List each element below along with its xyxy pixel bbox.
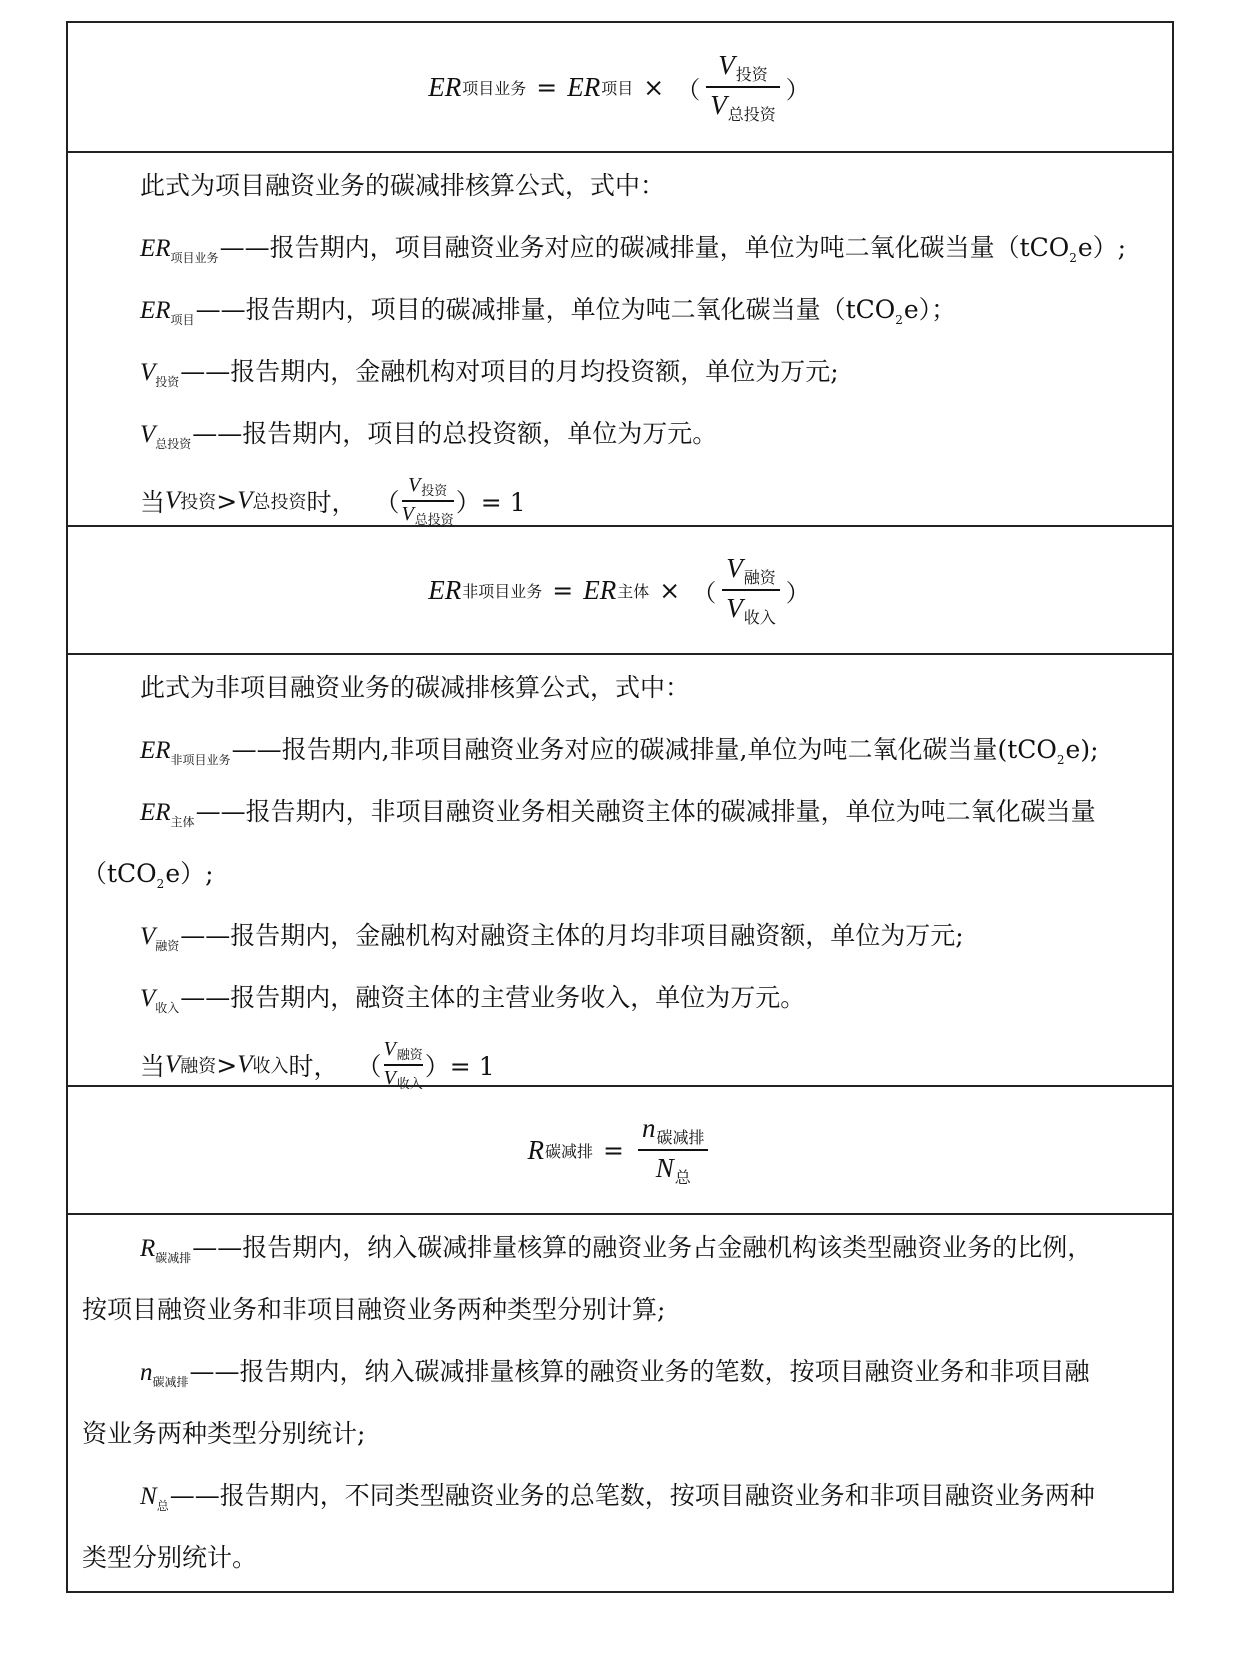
equals-sign: =	[536, 72, 558, 102]
cond-frac-den-sub: 收入	[396, 1076, 423, 1092]
def-symbol: R	[140, 1235, 156, 1262]
fraction-bar	[706, 86, 780, 88]
cond-a-sub: 融资	[180, 1056, 217, 1077]
fraction-denominator: N	[655, 1152, 674, 1183]
def-text: （tCO	[82, 859, 157, 888]
def-text: ——报告期内，融资主体的主营业务收入，单位为万元。	[180, 983, 806, 1012]
fraction	[722, 554, 780, 627]
fraction-denominator: V	[710, 89, 727, 120]
fraction-numerator: V	[718, 49, 735, 80]
fraction-denominator-sub: 总	[674, 1167, 691, 1187]
formula-rhs-sub: 项目	[601, 78, 634, 98]
formula-project	[68, 23, 1172, 151]
def-tail: e）;	[1077, 233, 1127, 262]
definition-line	[82, 341, 1158, 403]
def-tail: e）；	[903, 295, 957, 324]
definition-line	[82, 1217, 1158, 1279]
def-text: ——报告期内，项目融资业务对应的碳减排量，单位为吨二氧化碳当量（tCO	[219, 233, 1070, 262]
def-symbol: V	[140, 421, 156, 448]
fraction-bar	[722, 589, 780, 591]
cond-a: V	[165, 1051, 181, 1078]
definition-line	[82, 1341, 1158, 1403]
times-sign: ×	[643, 72, 665, 102]
definition-line	[82, 719, 1158, 781]
def-text: ——报告期内，金融机构对融资主体的月均非项目融资额，单位为万元;	[180, 921, 964, 950]
left-paren: （	[676, 75, 701, 104]
def-text: ——报告期内，不同类型融资业务的总笔数，按项目融资业务和非项目融资业务两种	[169, 1481, 1095, 1510]
intro-text: 此式为项目融资业务的碳减排核算公式，式中：	[140, 171, 666, 200]
co2-sub: 2	[1069, 251, 1077, 265]
cond-when: 时，	[306, 488, 357, 517]
def-symbol-sub: 投资	[155, 375, 180, 389]
def-symbol: ER	[140, 799, 171, 826]
cond-fraction	[402, 475, 454, 527]
fraction-denominator: V	[726, 592, 743, 623]
cond-b: V	[237, 1051, 253, 1078]
formula-lhs: R	[527, 1134, 544, 1165]
formula-lhs: ER	[428, 71, 462, 102]
def-symbol-sub: 总投资	[155, 437, 192, 451]
definitions-ratio	[68, 1213, 1172, 1591]
fraction-denominator-sub: 总投资	[727, 104, 776, 124]
cond-a-sub: 投资	[180, 492, 217, 513]
def-symbol-sub: 项目	[170, 313, 195, 327]
co2-sub: 2	[895, 313, 903, 327]
cond-frac-den-sub: 总投资	[414, 512, 454, 528]
def-symbol: ER	[140, 737, 171, 764]
cond-lparen: （	[356, 1052, 382, 1081]
def-symbol: n	[140, 1359, 153, 1386]
def-symbol-sub: 碳减排	[155, 1251, 192, 1265]
definition-line	[82, 967, 1158, 1029]
formula-rhs: ER	[567, 71, 601, 102]
fraction-denominator-sub: 收入	[743, 607, 776, 627]
formula-table	[66, 21, 1174, 1593]
cond-gt: >	[216, 486, 238, 516]
cond-frac-num-sub: 投资	[421, 483, 448, 499]
definitions-project	[68, 151, 1172, 528]
def-symbol: V	[140, 359, 156, 386]
def-symbol-sub: 融资	[155, 939, 180, 953]
formula-rhs-sub: 主体	[617, 581, 650, 601]
formula-lhs-sub: 项目业务	[462, 78, 527, 98]
fraction-numerator-sub: 投资	[735, 64, 768, 84]
def-tail: e）;	[165, 859, 214, 888]
definition-continuation: 类型分别统计。	[82, 1543, 258, 1572]
cond-frac-bar	[402, 500, 454, 501]
cond-frac-bar	[384, 1064, 423, 1065]
cond-prefix: 当	[140, 1052, 166, 1081]
def-symbol-sub: 项目业务	[170, 251, 219, 265]
definition-line	[82, 781, 1158, 843]
cond-frac-num: V	[383, 1037, 396, 1060]
right-paren: ）	[785, 578, 810, 607]
def-symbol: ER	[140, 235, 171, 262]
def-text: ——报告期内，项目的总投资额，单位为万元。	[192, 419, 718, 448]
def-symbol-sub: 总	[156, 1499, 169, 1513]
fraction-numerator-sub: 碳减排	[656, 1127, 705, 1147]
cond-frac-num-sub: 融资	[396, 1047, 423, 1063]
cond-frac-num: V	[408, 473, 421, 496]
definition-continuation	[82, 843, 1158, 905]
definition-continuation: 按项目融资业务和非项目融资业务两种类型分别计算;	[82, 1295, 666, 1324]
fraction	[706, 51, 780, 124]
formula-lhs-sub: 碳减排	[545, 1141, 594, 1161]
def-symbol-sub: 收入	[155, 1001, 180, 1015]
def-text: ——报告期内,非项目融资业务对应的碳减排量,单位为吨二氧化碳当量(tCO	[231, 735, 1057, 764]
co2-sub: 2	[1056, 753, 1065, 767]
cond-gt: >	[216, 1050, 238, 1080]
cond-b: V	[237, 487, 253, 514]
formula-ratio	[68, 1085, 1172, 1213]
cond-result: ）= 1	[455, 488, 526, 517]
intro-text: 此式为非项目融资业务的碳减排核算公式，式中：	[140, 673, 691, 702]
def-text: ——报告期内，项目的碳减排量，单位为吨二氧化碳当量（tCO	[195, 295, 896, 324]
fraction-bar	[638, 1149, 709, 1151]
formula-rhs: ER	[583, 574, 617, 605]
def-text: ——报告期内，非项目融资业务相关融资主体的碳减排量，单位为吨二氧化碳当量	[195, 797, 1096, 826]
def-text: ——报告期内，纳入碳减排量核算的融资业务占金融机构该类型融资业务的比例，	[192, 1233, 1093, 1262]
cond-b-sub: 收入	[252, 1056, 289, 1077]
def-symbol: V	[140, 985, 156, 1012]
cond-when: 时，	[288, 1052, 339, 1081]
def-text: ——报告期内，金融机构对项目的月均投资额，单位为万元;	[180, 357, 839, 386]
def-symbol: V	[140, 923, 156, 950]
formula-non-project	[68, 525, 1172, 653]
definition-line	[82, 403, 1158, 465]
fraction-numerator: V	[726, 552, 743, 583]
cond-lparen: （	[374, 488, 400, 517]
equals-sign: =	[603, 1135, 624, 1165]
co2-sub: 2	[156, 877, 165, 891]
cond-result: ）= 1	[424, 1052, 495, 1081]
cond-fraction	[384, 1039, 423, 1091]
def-symbol: ER	[140, 297, 171, 324]
right-paren: ）	[785, 75, 810, 104]
definition-line	[82, 279, 1158, 341]
definition-line	[82, 217, 1158, 279]
def-symbol-sub: 非项目业务	[170, 753, 231, 767]
def-tail: e);	[1065, 735, 1099, 764]
definition-line	[82, 1465, 1158, 1527]
cond-prefix: 当	[140, 488, 166, 517]
def-symbol: N	[140, 1483, 157, 1510]
formula-lhs: ER	[428, 574, 462, 605]
times-sign: ×	[659, 575, 681, 605]
cond-a: V	[165, 487, 181, 514]
definition-continuation: 资业务两种类型分别统计;	[82, 1419, 366, 1448]
fraction	[638, 1114, 709, 1187]
cond-b-sub: 总投资	[252, 492, 307, 513]
left-paren: （	[692, 578, 717, 607]
def-text: ——报告期内，纳入碳减排量核算的融资业务的笔数，按项目融资业务和非项目融	[189, 1357, 1090, 1386]
fraction-numerator-sub: 融资	[743, 567, 776, 587]
cond-frac-den: V	[401, 502, 414, 525]
cond-frac-den: V	[383, 1066, 396, 1089]
definitions-non-project	[68, 653, 1172, 1092]
def-symbol-sub: 碳减排	[152, 1375, 189, 1389]
formula-lhs-sub: 非项目业务	[462, 581, 543, 601]
definition-line	[82, 905, 1158, 967]
fraction-numerator: n	[641, 1112, 656, 1143]
def-symbol-sub: 主体	[170, 815, 195, 829]
equals-sign: =	[552, 575, 574, 605]
